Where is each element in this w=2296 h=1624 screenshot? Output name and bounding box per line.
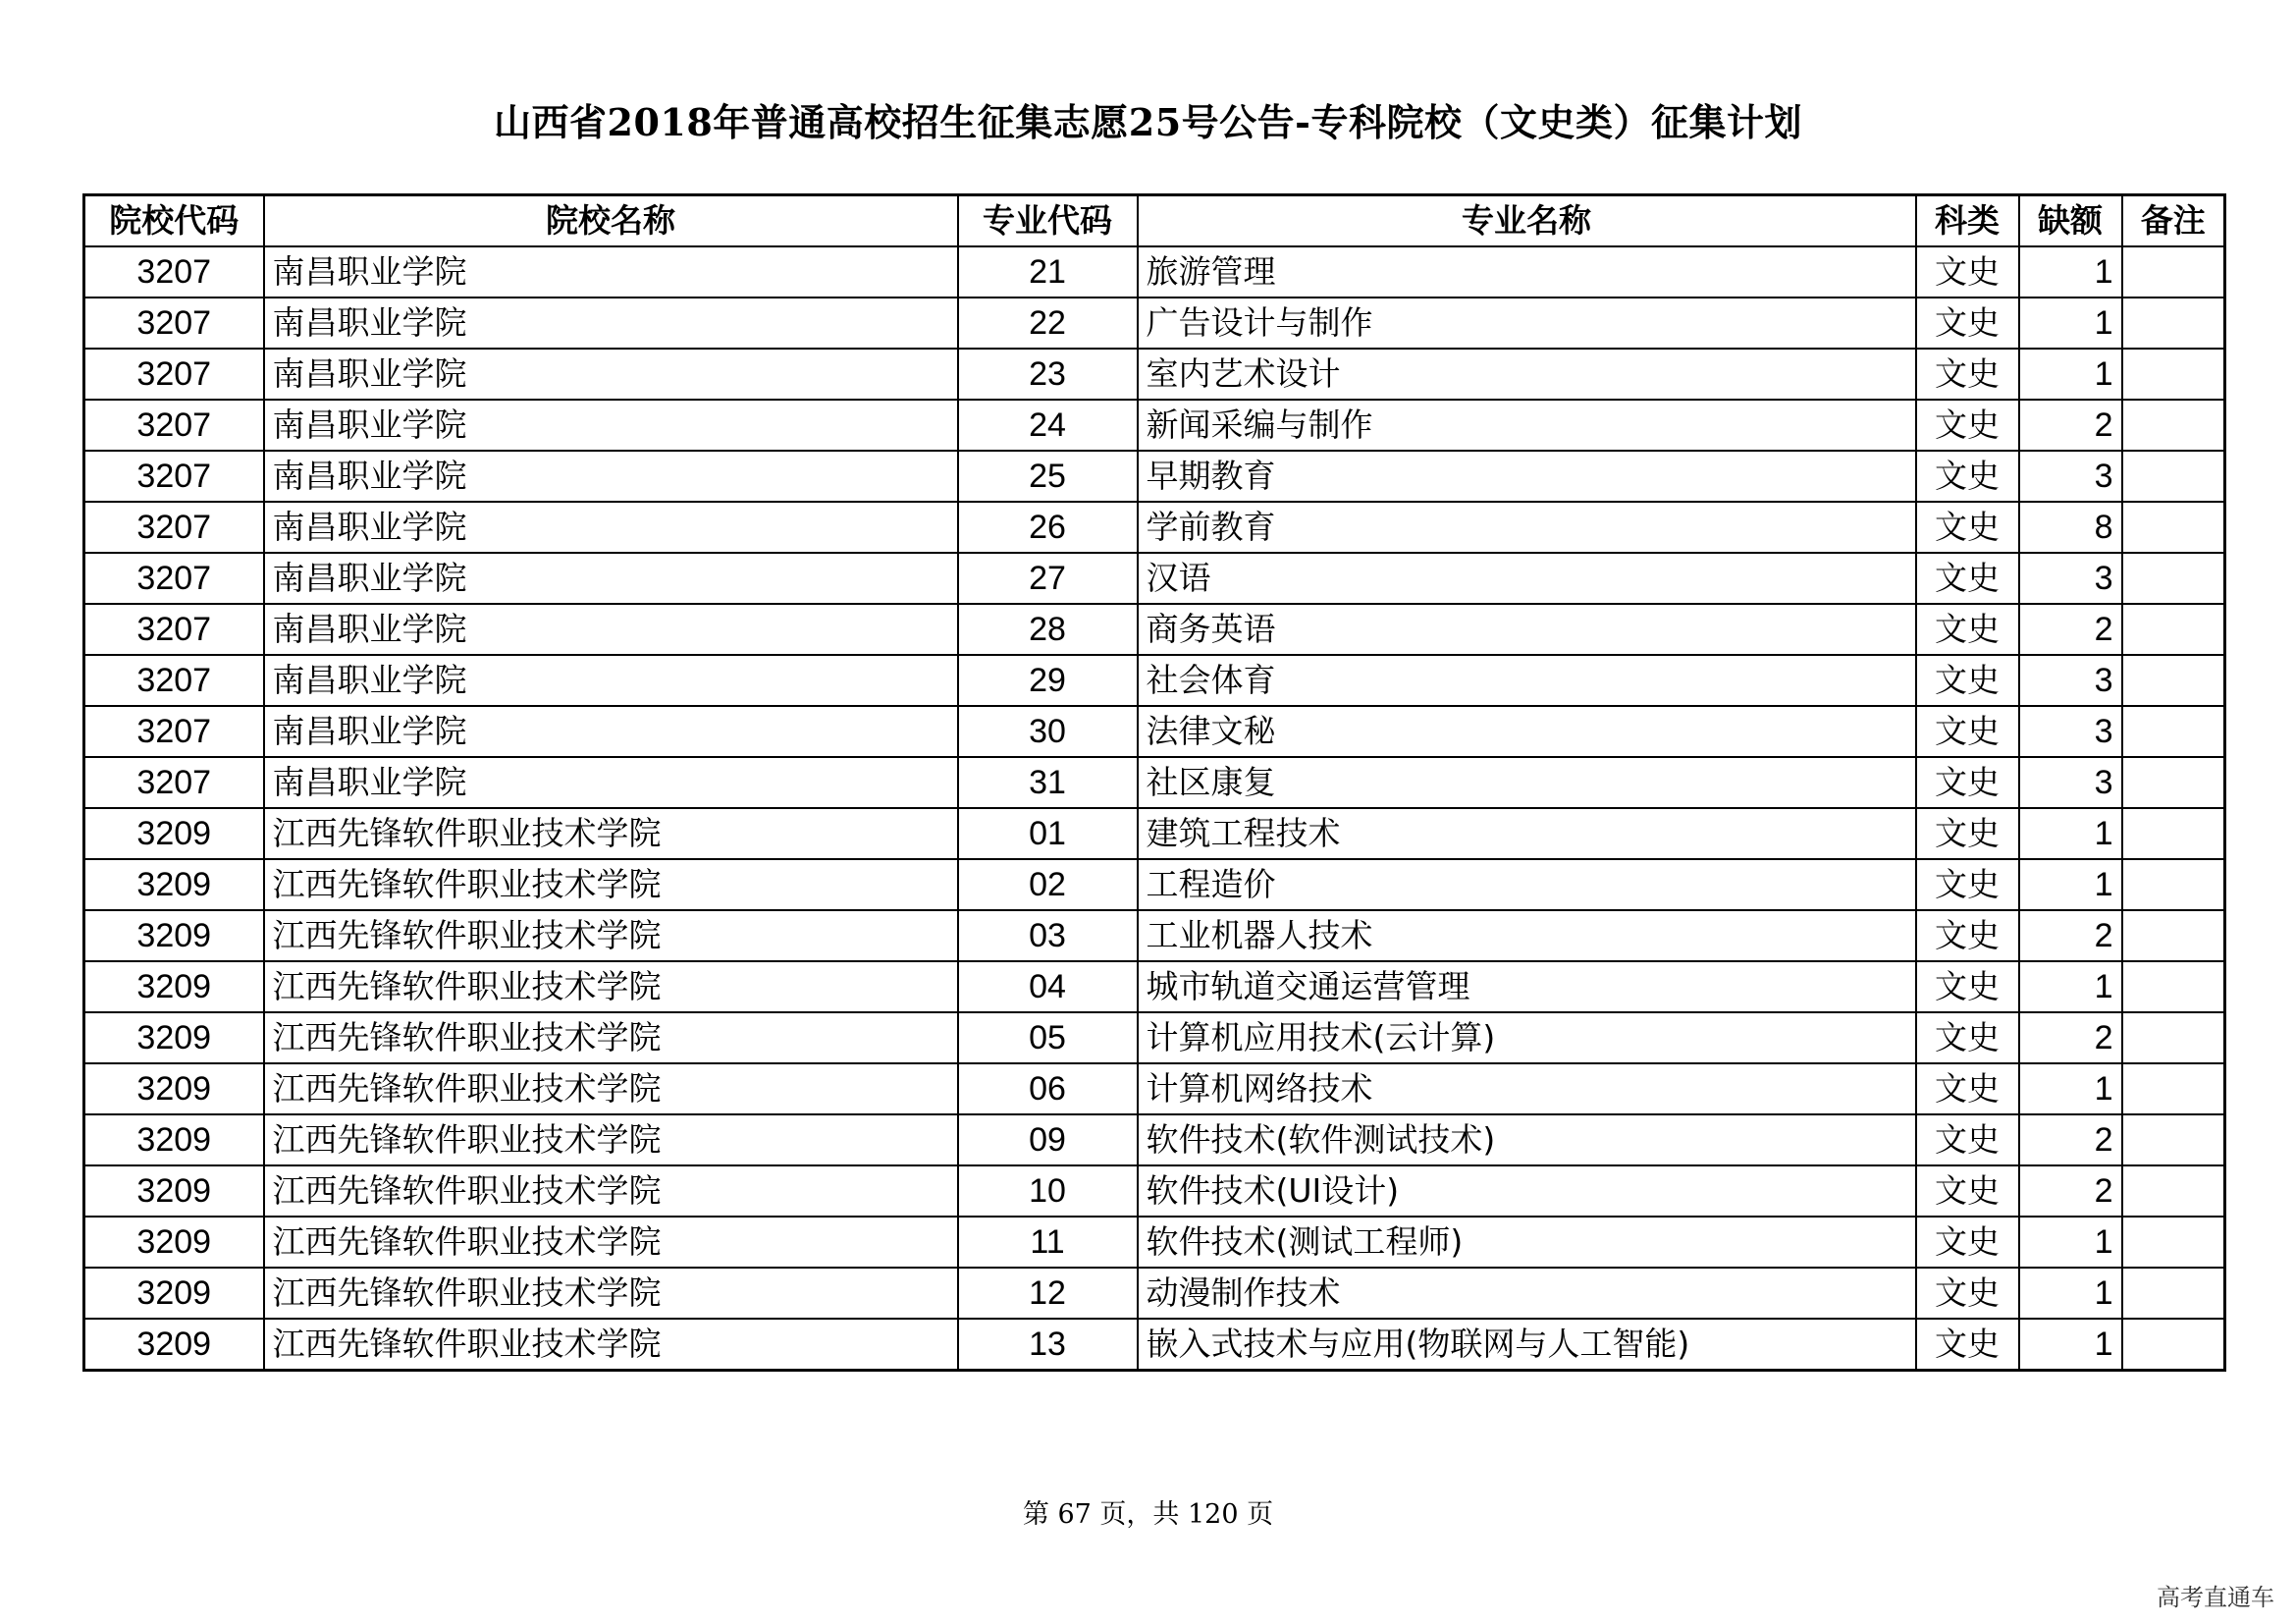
cell-school-name: 南昌职业学院 [264,604,958,655]
cell-note [2122,1319,2225,1371]
cell-category: 文史 [1916,553,2019,604]
cell-category: 文史 [1916,961,2019,1012]
cell-school-name: 南昌职业学院 [264,451,958,502]
cell-school-name: 江西先锋软件职业技术学院 [264,1165,958,1217]
cell-school-name: 江西先锋软件职业技术学院 [264,961,958,1012]
cell-category: 文史 [1916,246,2019,298]
cell-major-name: 室内艺术设计 [1138,349,1916,400]
cell-quota: 3 [2019,706,2122,757]
cell-major-code: 26 [958,502,1138,553]
cell-school-code: 3207 [84,451,264,502]
cell-school-name: 南昌职业学院 [264,298,958,349]
table-row [84,1114,2225,1165]
cell-school-name: 南昌职业学院 [264,349,958,400]
cell-quota: 3 [2019,553,2122,604]
cell-note [2122,910,2225,961]
table-row [84,655,2225,706]
cell-major-name: 城市轨道交通运营管理 [1138,961,1916,1012]
header-major-name: 专业名称 [1138,195,1916,247]
cell-category: 文史 [1916,604,2019,655]
cell-category: 文史 [1916,1012,2019,1063]
cell-major-code: 24 [958,400,1138,451]
cell-major-name: 计算机应用技术(云计算) [1138,1012,1916,1063]
cell-school-name: 南昌职业学院 [264,400,958,451]
cell-school-name: 南昌职业学院 [264,502,958,553]
cell-note [2122,1268,2225,1319]
cell-note [2122,1114,2225,1165]
cell-school-code: 3209 [84,1319,264,1371]
cell-quota: 1 [2019,1063,2122,1114]
cell-category: 文史 [1916,1268,2019,1319]
table-row [84,1012,2225,1063]
cell-school-code: 3207 [84,757,264,808]
cell-major-code: 09 [958,1114,1138,1165]
cell-category: 文史 [1916,451,2019,502]
cell-major-code: 23 [958,349,1138,400]
table-row [84,502,2225,553]
cell-school-name: 江西先锋软件职业技术学院 [264,910,958,961]
cell-school-code: 3209 [84,1217,264,1268]
cell-note [2122,859,2225,910]
cell-note [2122,757,2225,808]
cell-major-code: 29 [958,655,1138,706]
cell-school-code: 3209 [84,910,264,961]
table-row [84,349,2225,400]
cell-note [2122,400,2225,451]
cell-note [2122,246,2225,298]
cell-category: 文史 [1916,1165,2019,1217]
cell-note [2122,655,2225,706]
cell-school-code: 3209 [84,961,264,1012]
cell-category: 文史 [1916,1063,2019,1114]
cell-school-code: 3207 [84,246,264,298]
table-row [84,451,2225,502]
cell-major-name: 动漫制作技术 [1138,1268,1916,1319]
cell-major-name: 学前教育 [1138,502,1916,553]
cell-note [2122,961,2225,1012]
header-note: 备注 [2122,195,2225,247]
cell-major-code: 01 [958,808,1138,859]
table-header [84,195,2225,247]
cell-category: 文史 [1916,502,2019,553]
cell-note [2122,604,2225,655]
cell-school-code: 3207 [84,502,264,553]
table-row [84,910,2225,961]
table-row [84,604,2225,655]
cell-school-code: 3207 [84,553,264,604]
cell-quota: 1 [2019,1319,2122,1371]
cell-major-name: 旅游管理 [1138,246,1916,298]
cell-quota: 1 [2019,298,2122,349]
cell-quota: 2 [2019,1012,2122,1063]
cell-major-name: 早期教育 [1138,451,1916,502]
document-title: 山西省2018年普通高校招生征集志愿25号公告-专科院校（文史类）征集计划 [494,100,1802,144]
cell-major-name: 法律文秘 [1138,706,1916,757]
cell-major-code: 10 [958,1165,1138,1217]
table-row [84,859,2225,910]
cell-category: 文史 [1916,859,2019,910]
cell-category: 文史 [1916,706,2019,757]
cell-note [2122,1063,2225,1114]
cell-major-code: 02 [958,859,1138,910]
cell-category: 文史 [1916,1217,2019,1268]
cell-major-code: 12 [958,1268,1138,1319]
cell-category: 文史 [1916,757,2019,808]
table-row [84,808,2225,859]
cell-quota: 2 [2019,910,2122,961]
cell-major-name: 汉语 [1138,553,1916,604]
cell-major-code: 22 [958,298,1138,349]
cell-major-code: 25 [958,451,1138,502]
cell-school-name: 江西先锋软件职业技术学院 [264,1063,958,1114]
header-row [84,195,2225,247]
cell-major-name: 广告设计与制作 [1138,298,1916,349]
table-row [84,1268,2225,1319]
cell-note [2122,808,2225,859]
cell-major-name: 社区康复 [1138,757,1916,808]
cell-quota: 2 [2019,1114,2122,1165]
cell-note [2122,451,2225,502]
table-row [84,1063,2225,1114]
cell-quota: 3 [2019,757,2122,808]
cell-school-name: 江西先锋软件职业技术学院 [264,1217,958,1268]
cell-school-code: 3207 [84,604,264,655]
cell-school-code: 3207 [84,298,264,349]
cell-note [2122,349,2225,400]
cell-school-code: 3207 [84,349,264,400]
watermark-text: 高考直通车 [2157,1584,2274,1611]
header-category: 科类 [1916,195,2019,247]
cell-category: 文史 [1916,349,2019,400]
cell-category: 文史 [1916,655,2019,706]
cell-quota: 1 [2019,808,2122,859]
table-row [84,961,2225,1012]
cell-school-name: 江西先锋软件职业技术学院 [264,859,958,910]
cell-major-code: 06 [958,1063,1138,1114]
cell-major-name: 社会体育 [1138,655,1916,706]
cell-category: 文史 [1916,910,2019,961]
cell-category: 文史 [1916,298,2019,349]
cell-major-code: 13 [958,1319,1138,1371]
cell-school-name: 南昌职业学院 [264,757,958,808]
cell-major-name: 嵌入式技术与应用(物联网与人工智能) [1138,1319,1916,1371]
cell-quota: 2 [2019,1165,2122,1217]
cell-quota: 2 [2019,400,2122,451]
cell-major-name: 软件技术(软件测试技术) [1138,1114,1916,1165]
cell-major-code: 21 [958,246,1138,298]
table-row [84,400,2225,451]
cell-school-name: 南昌职业学院 [264,246,958,298]
cell-major-name: 工程造价 [1138,859,1916,910]
cell-school-code: 3209 [84,1012,264,1063]
cell-school-code: 3207 [84,400,264,451]
cell-school-name: 南昌职业学院 [264,706,958,757]
header-school-code: 院校代码 [84,195,264,247]
cell-note [2122,298,2225,349]
header-quota: 缺额 [2019,195,2122,247]
cell-category: 文史 [1916,1319,2019,1371]
table-row [84,757,2225,808]
cell-quota: 8 [2019,502,2122,553]
table-row [84,553,2225,604]
cell-note [2122,1012,2225,1063]
table-row [84,706,2225,757]
cell-category: 文史 [1916,808,2019,859]
table-row [84,246,2225,298]
page-footer: 第 67 页，共 120 页 [1022,1499,1274,1530]
cell-school-name: 江西先锋软件职业技术学院 [264,1268,958,1319]
cell-school-name: 江西先锋软件职业技术学院 [264,1012,958,1063]
cell-school-name: 江西先锋软件职业技术学院 [264,808,958,859]
cell-school-code: 3209 [84,1114,264,1165]
table-row [84,298,2225,349]
cell-major-code: 31 [958,757,1138,808]
cell-category: 文史 [1916,1114,2019,1165]
cell-major-name: 新闻采编与制作 [1138,400,1916,451]
cell-major-name: 商务英语 [1138,604,1916,655]
cell-note [2122,502,2225,553]
cell-school-code: 3207 [84,706,264,757]
cell-note [2122,1165,2225,1217]
cell-note [2122,553,2225,604]
cell-major-name: 计算机网络技术 [1138,1063,1916,1114]
cell-quota: 2 [2019,604,2122,655]
cell-school-name: 江西先锋软件职业技术学院 [264,1114,958,1165]
cell-category: 文史 [1916,400,2019,451]
cell-school-code: 3207 [84,655,264,706]
cell-major-code: 11 [958,1217,1138,1268]
cell-major-code: 30 [958,706,1138,757]
cell-school-name: 南昌职业学院 [264,553,958,604]
cell-school-code: 3209 [84,1268,264,1319]
cell-major-name: 软件技术(测试工程师) [1138,1217,1916,1268]
header-school-name: 院校名称 [264,195,958,247]
cell-major-code: 05 [958,1012,1138,1063]
cell-school-code: 3209 [84,808,264,859]
cell-quota: 3 [2019,655,2122,706]
cell-school-name: 南昌职业学院 [264,655,958,706]
cell-school-code: 3209 [84,859,264,910]
cell-quota: 1 [2019,246,2122,298]
cell-quota: 1 [2019,961,2122,1012]
enrollment-plan-table [82,193,2226,1372]
cell-school-name: 江西先锋软件职业技术学院 [264,1319,958,1371]
cell-quota: 1 [2019,1217,2122,1268]
table-body [84,246,2225,1371]
cell-school-code: 3209 [84,1063,264,1114]
cell-major-code: 27 [958,553,1138,604]
cell-major-name: 工业机器人技术 [1138,910,1916,961]
cell-school-code: 3209 [84,1165,264,1217]
cell-major-name: 软件技术(UI设计) [1138,1165,1916,1217]
cell-quota: 1 [2019,1268,2122,1319]
cell-major-code: 28 [958,604,1138,655]
cell-major-code: 04 [958,961,1138,1012]
cell-quota: 1 [2019,349,2122,400]
header-major-code: 专业代码 [958,195,1138,247]
cell-note [2122,1217,2225,1268]
cell-quota: 3 [2019,451,2122,502]
cell-quota: 1 [2019,859,2122,910]
table-row [84,1319,2225,1371]
table-row [84,1217,2225,1268]
table-row [84,1165,2225,1217]
cell-major-code: 03 [958,910,1138,961]
cell-note [2122,706,2225,757]
cell-major-name: 建筑工程技术 [1138,808,1916,859]
